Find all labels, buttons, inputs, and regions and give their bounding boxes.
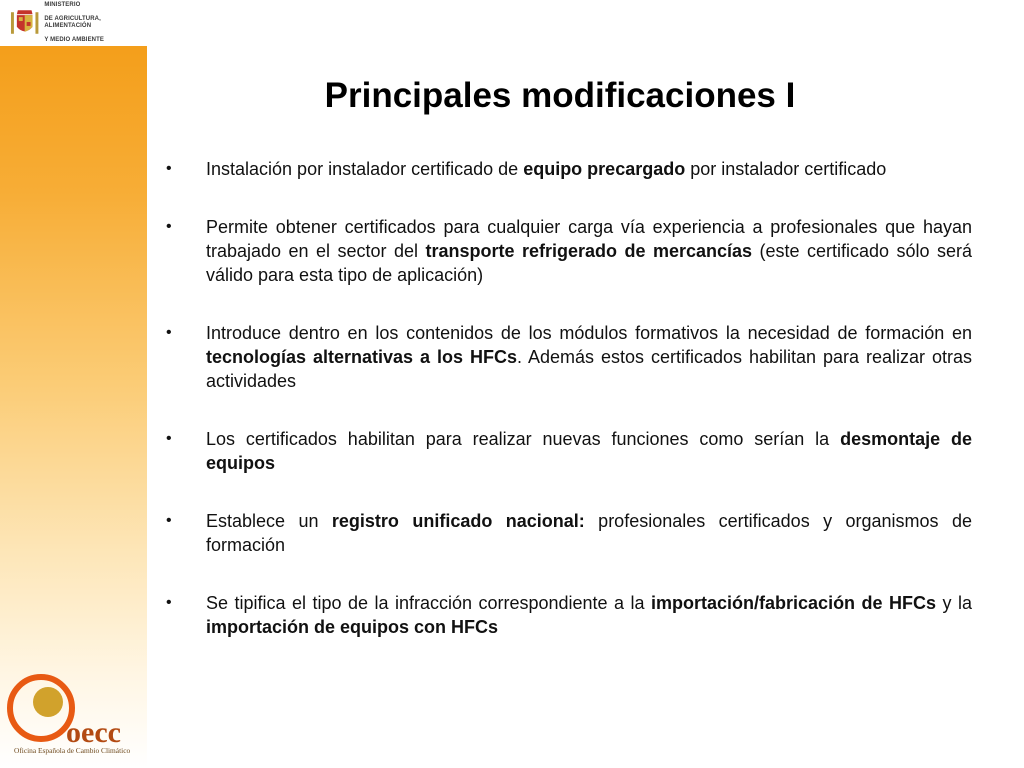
logo-dot-icon <box>33 687 63 717</box>
bullet-bold-text: importación de equipos con HFCs <box>206 617 499 637</box>
ministry-header <box>0 0 147 46</box>
bullet-item <box>166 215 972 287</box>
bullet-icon: • <box>166 512 172 529</box>
bullet-text: Introduce dentro en los contenidos de los módulos formativos la necesidad de formación en <box>206 323 972 343</box>
bullet-text: Permite obtener certificados para cualquier carga vía experiencia a profesionales que hayan trabajado en el sector del <box>206 217 972 261</box>
bullet-icon: • <box>166 160 172 177</box>
bullet-text: Los certificados habilitan para realizar nuevas funciones como serían la <box>206 429 841 449</box>
bullet-list <box>166 157 972 639</box>
bullet-text: (este certificado sólo será válido para esta tipo de aplicación) <box>206 241 973 285</box>
sidebar <box>0 0 147 768</box>
bullet-item <box>166 157 972 181</box>
bullet-bold-text: importación/fabricación de HFCs <box>651 593 937 613</box>
coat-of-arms-icon <box>10 7 39 39</box>
bullet-text: Instalación por instalador certificado de <box>206 159 524 179</box>
logo-text: oecc <box>66 716 121 746</box>
ministry-name <box>44 0 147 51</box>
bullet-bold-text: tecnologías alternativas a los HFCs <box>206 347 517 367</box>
bullet-item <box>166 509 972 557</box>
bullet-icon: • <box>166 324 172 341</box>
ministry-line: MINISTERIO <box>44 2 81 8</box>
bullet-text: y la <box>936 593 972 613</box>
bullet-text: Establece un <box>206 511 332 531</box>
ministry-line: DE AGRICULTURA, ALIMENTACIÓN <box>44 16 101 29</box>
slide-title: Principales modificaciones I <box>324 76 796 115</box>
bullet-bold-text: equipo precargado <box>523 159 686 179</box>
bullet-text: Se tipifica el tipo de la infracción correspondiente a la <box>206 593 652 613</box>
bullet-item <box>166 427 972 475</box>
logo-caption: Oficina Española de Cambio Climático <box>14 746 131 755</box>
bullet-bold-text: registro unificado nacional: <box>331 511 585 531</box>
bullet-item <box>166 321 972 393</box>
bullet-bold-text: desmontaje de equipos <box>206 429 972 473</box>
bullet-text: profesionales certificados y organismos de formación <box>206 511 972 555</box>
bullet-item <box>166 591 972 639</box>
bullet-bold-text: transporte refrigerado de mercancías <box>425 241 753 261</box>
bullet-icon: • <box>166 218 172 235</box>
bullet-icon: • <box>166 430 172 447</box>
bullet-icon: • <box>166 594 172 611</box>
ministry-line: Y MEDIO AMBIENTE <box>44 37 104 43</box>
bullet-text: . Además estos certificados habilitan para realizar otras actividades <box>206 347 972 391</box>
bullet-text: por instalador certificado <box>685 159 887 179</box>
